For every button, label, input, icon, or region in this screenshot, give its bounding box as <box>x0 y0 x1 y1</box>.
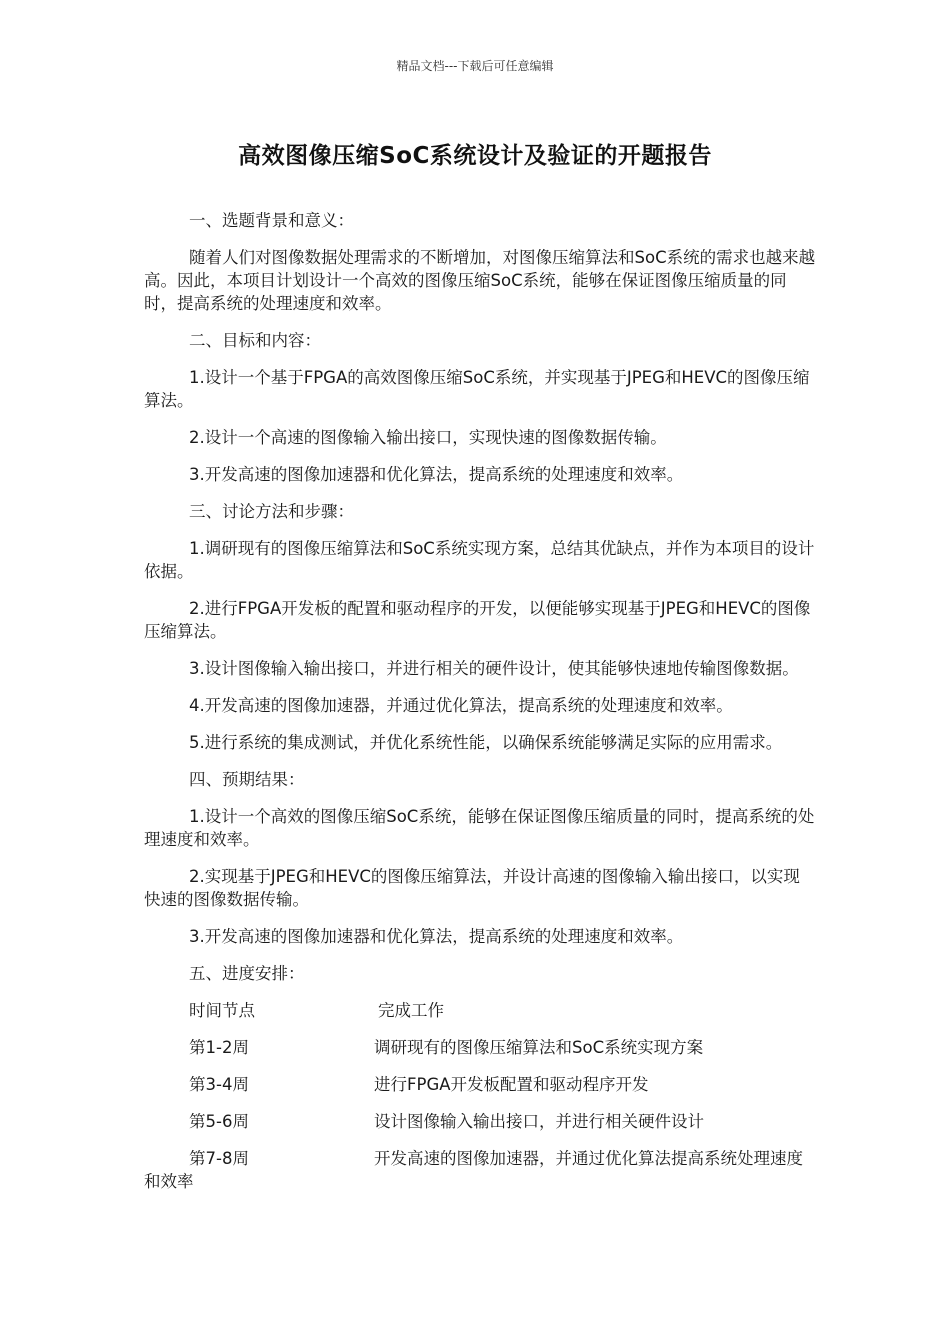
section-heading-methods: 三、讨论方法和步骤： <box>189 502 354 521</box>
section-heading-goals: 二、目标和内容： <box>189 331 321 350</box>
goal-item-2: 2.设计一个高速的图像输入输出接口，实现快速的图像数据传输。 <box>189 428 667 447</box>
schedule-row <box>144 1147 816 1193</box>
goal-item-3: 3.开发高速的图像加速器和优化算法，提高系统的处理速度和效率。 <box>189 465 684 484</box>
goal-item-1: 1.设计一个基于FPGA的高效图像压缩SoC系统，并实现基于JPEG和HEVC的图像压缩算法。 <box>144 368 810 410</box>
schedule-time: 第3-4周 <box>189 1075 249 1094</box>
schedule-time: 第5-6周 <box>189 1112 249 1131</box>
paragraph-background: 随着人们对图像数据处理需求的不断增加，对图像压缩算法和SoC系统的需求也越来越高。因此，本项目计划设计一个高效的图像压缩SoC系统，能够在保证图像压缩质量的同时，提高系统的处理速度和效率。 <box>144 248 816 313</box>
method-item-4: 4.开发高速的图像加速器，并通过优化算法，提高系统的处理速度和效率。 <box>189 696 733 715</box>
schedule-header-work: 完成工作 <box>378 1001 444 1020</box>
method-item-3: 3.设计图像输入输出接口，并进行相关的硬件设计，使其能够快速地传输图像数据。 <box>189 659 799 678</box>
schedule-work: 进行FPGA开发板配置和驱动程序开发 <box>374 1075 649 1094</box>
schedule-time: 第1-2周 <box>189 1038 249 1057</box>
schedule-time: 第7-8周 <box>189 1149 249 1168</box>
schedule-row <box>144 1073 816 1096</box>
schedule-work: 开发高速的图像加速器，并通过优化算法提高系统处理速度和效率 <box>144 1149 803 1191</box>
method-item-5: 5.进行系统的集成测试，并优化系统性能，以确保系统能够满足实际的应用需求。 <box>189 733 783 752</box>
schedule-work: 设计图像输入输出接口，并进行相关硬件设计 <box>374 1112 704 1131</box>
result-item-1: 1.设计一个高效的图像压缩SoC系统，能够在保证图像压缩质量的同时，提高系统的处理速度和效率。 <box>144 807 815 849</box>
method-item-1: 1.调研现有的图像压缩算法和SoC系统实现方案，总结其优缺点，并作为本项目的设计依据。 <box>144 539 815 581</box>
schedule-header-time: 时间节点 <box>189 1001 255 1020</box>
section-heading-results: 四、预期结果： <box>189 770 305 789</box>
document-title: 高效图像压缩SoC系统设计及验证的开题报告 <box>238 143 712 169</box>
schedule-row <box>144 1036 816 1059</box>
schedule-row <box>144 1110 816 1133</box>
schedule-work: 调研现有的图像压缩算法和SoC系统实现方案 <box>374 1038 704 1057</box>
section-heading-schedule: 五、进度安排： <box>189 964 305 983</box>
page-header: 精品文档---下载后可任意编辑 <box>396 59 554 73</box>
document-body <box>144 209 816 1207</box>
result-item-3: 3.开发高速的图像加速器和优化算法，提高系统的处理速度和效率。 <box>189 927 684 946</box>
method-item-2: 2.进行FPGA开发板的配置和驱动程序的开发，以便能够实现基于JPEG和HEVC的图像压缩算法。 <box>144 599 811 641</box>
section-heading-background: 一、选题背景和意义： <box>189 211 354 230</box>
schedule-header-row <box>144 999 816 1022</box>
result-item-2: 2.实现基于JPEG和HEVC的图像压缩算法，并设计高速的图像输入输出接口，以实现快速的图像数据传输。 <box>144 867 800 909</box>
